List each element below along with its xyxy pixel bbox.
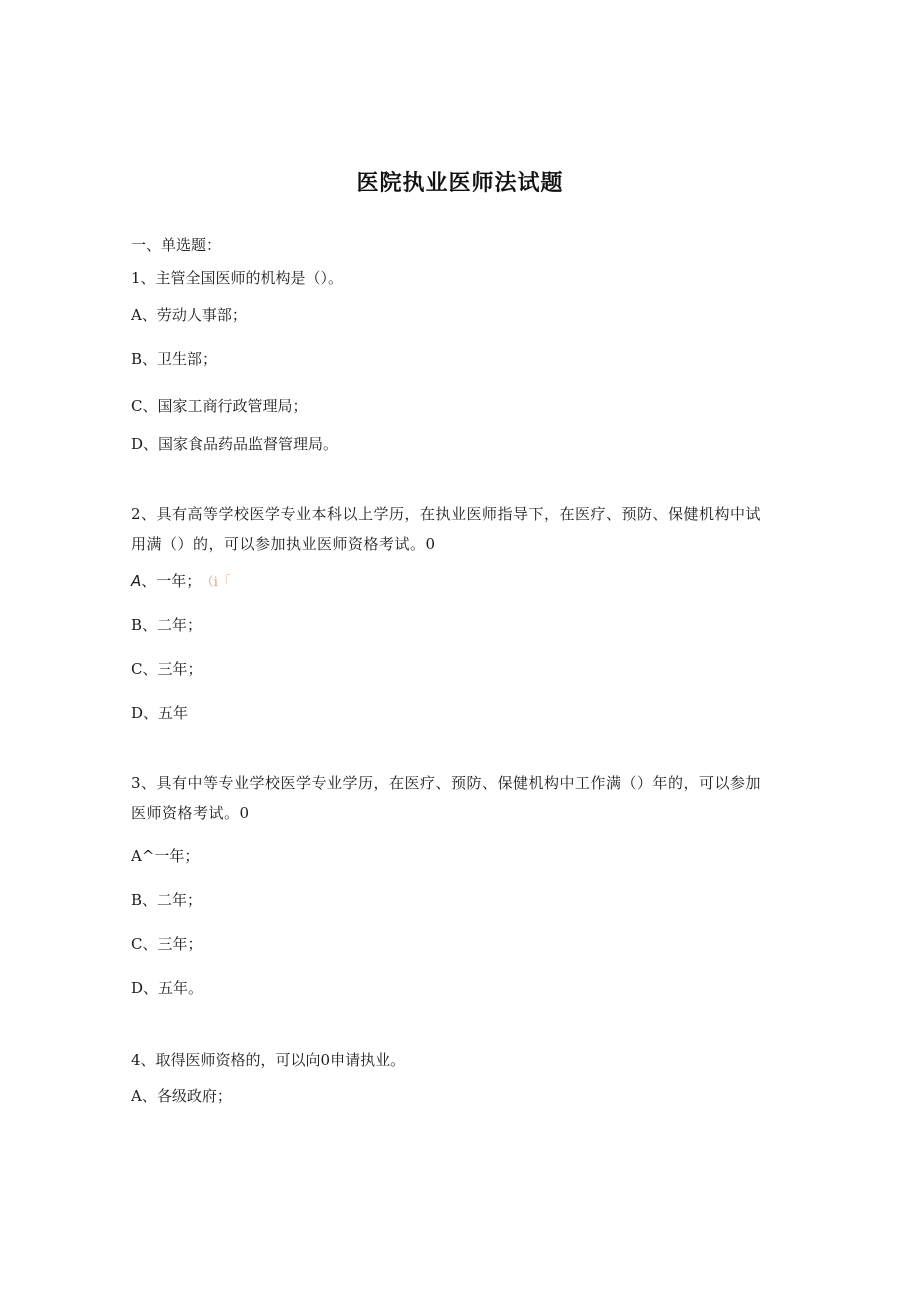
question-3-option-b: B、二年； — [131, 891, 203, 909]
question-1-stem: 1、主管全国医师的机构是（）。 — [131, 269, 344, 287]
handwritten-mark: （i「 — [207, 575, 231, 590]
question-1-option-d: D、国家食品药品监督管理局。 — [131, 435, 339, 453]
question-3-option-c: C、三年； — [131, 935, 203, 953]
question-3-option-a: A^一年； — [131, 847, 200, 865]
question-1-option-b: B、卫生部； — [131, 350, 218, 368]
question-2-stem: 2、具有高等学校医学专业本科以上学历，在执业医师指导下，在医疗、预防、保健机构中试用满（）的，可以参加执业医师资格考试。0 — [131, 505, 762, 553]
section-heading: 一、单选题： — [131, 236, 222, 254]
page-title: 医院执业医师法试题 — [356, 171, 564, 196]
question-2-option-d: D、五年 — [131, 704, 189, 722]
option-letter: A — [131, 572, 142, 590]
question-4-option-a: A、各级政府； — [131, 1087, 232, 1105]
question-3-stem: 3、具有中等专业学校医学专业学历，在医疗、预防、保健机构中工作满（）年的，可以参加医师资格考试。0 — [131, 774, 762, 822]
question-1-option-a: A、劳动人事部； — [131, 306, 247, 324]
question-3-option-d: D、五年。 — [131, 979, 204, 997]
question-1-option-c: C、国家工商行政管理局； — [131, 397, 308, 415]
question-2-option-c: C、三年； — [131, 660, 203, 678]
question-2-option-a — [131, 571, 231, 593]
question-2-option-b: B、二年； — [131, 616, 203, 634]
question-4-stem: 4、取得医师资格的，可以向0申请执业。 — [131, 1051, 406, 1069]
option-text: 、一年； — [141, 572, 202, 590]
